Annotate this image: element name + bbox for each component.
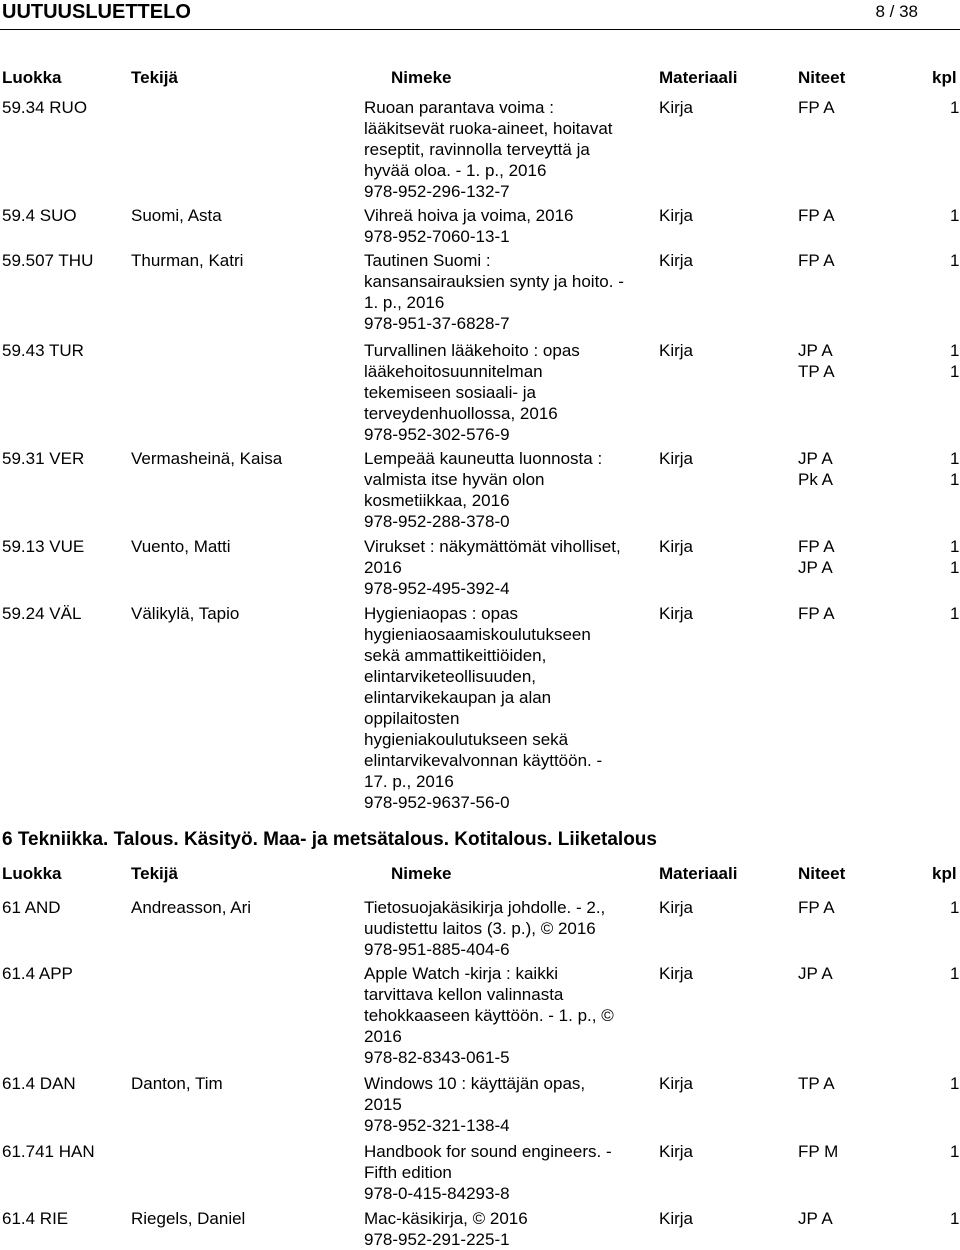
title-line: lääkitsevät ruoka-aineet, hoitavat (364, 119, 613, 138)
title-line: 978-952-321-138-4 (364, 1116, 510, 1135)
column-header-tekija: Tekijä (131, 68, 178, 87)
title-line: kosmetiikkaa, 2016 (364, 491, 510, 510)
count: 1 (950, 341, 960, 360)
copies-location (798, 250, 835, 271)
class-code: 59.43 TUR (2, 341, 84, 360)
title-line: Tautinen Suomi : (364, 251, 491, 270)
class-code: 59.507 THU (2, 251, 94, 270)
copy-count (950, 250, 959, 271)
copy-location: JP A (798, 558, 833, 577)
title-line: tarvittava kellon valinnasta (364, 985, 564, 1004)
title-line: Tietosuojakäsikirja johdolle. - 2., (364, 898, 606, 917)
material: Kirja (659, 251, 694, 270)
column-header-materiaali: Materiaali (659, 68, 738, 87)
copy-count (950, 897, 959, 918)
copy-count (950, 536, 959, 578)
title-line: 978-952-495-392-4 (364, 579, 510, 598)
class-code: 59.31 VER (2, 449, 85, 468)
title-line: Fifth edition (364, 1163, 452, 1182)
copies-location (798, 448, 833, 490)
column-header-luokka: Luokka (2, 68, 62, 87)
copy-count (950, 963, 959, 984)
copy-count (950, 1208, 959, 1229)
title-line: terveydenhuollossa, 2016 (364, 404, 558, 423)
title-block (364, 1141, 654, 1204)
author: Andreasson, Ari (131, 898, 252, 917)
title-line: hygieniaosaamiskoulutukseen (364, 625, 591, 644)
title-line: lääkehoitosuunnitelman (364, 362, 543, 381)
count: 1 (950, 206, 960, 225)
author: Välikylä, Tapio (131, 604, 240, 623)
title-line: Virukset : näkymättömät viholliset, (364, 537, 621, 556)
column-header-nimeke: Nimeke (391, 864, 452, 883)
copies-location (798, 603, 835, 624)
column-header-kpl: kpl (932, 864, 957, 883)
column-header-tekija: Tekijä (131, 864, 178, 883)
column-header-row-2 (0, 862, 960, 886)
title-line: oppilaitosten (364, 709, 460, 728)
class-code: 61.741 HAN (2, 1142, 95, 1161)
title-line: elintarviketeollisuuden, (364, 667, 536, 686)
material: Kirja (659, 1209, 694, 1228)
title-line: hygieniakoulutukseen sekä (364, 730, 569, 749)
column-header-row (0, 66, 960, 90)
copy-count (950, 1141, 959, 1162)
title-line: elintarvikevalvonnan käyttöön. - (364, 751, 603, 770)
count: 1 (950, 98, 960, 117)
column-header-kpl: kpl (932, 68, 957, 87)
copy-location: FP A (798, 604, 835, 623)
title-block (364, 205, 654, 247)
title-line: tehokkaaseen käyttöön. - 1. p., © (364, 1006, 614, 1025)
copies-location (798, 97, 835, 118)
copy-location: Pk A (798, 470, 833, 489)
count: 1 (950, 1209, 960, 1228)
count: 1 (950, 470, 960, 489)
copy-count (950, 205, 959, 226)
title-line: valmista itse hyvän olon (364, 470, 545, 489)
title-line: 978-952-9637-56-0 (364, 793, 510, 812)
title-block (364, 897, 654, 960)
class-code: 59.13 VUE (2, 537, 85, 556)
material: Kirja (659, 898, 694, 917)
copy-count (950, 340, 959, 382)
count: 1 (950, 964, 960, 983)
title-block (364, 340, 654, 445)
material: Kirja (659, 1142, 694, 1161)
column-header-nimeke: Nimeke (391, 68, 452, 87)
header-divider (0, 29, 960, 30)
title-line: 978-952-288-378-0 (364, 512, 510, 531)
title-line: Mac-käsikirja, © 2016 (364, 1209, 528, 1228)
title-block (364, 97, 654, 202)
class-code: 61.4 APP (2, 964, 73, 983)
copies-location (798, 1073, 835, 1094)
count: 1 (950, 449, 960, 468)
copies-location (798, 897, 835, 918)
title-line: 17. p., 2016 (364, 772, 454, 791)
copy-count (950, 1073, 959, 1094)
title-block (364, 1073, 654, 1136)
title-block (364, 603, 654, 813)
title-line: Turvallinen lääkehoito : opas (364, 341, 580, 360)
title-line: sekä ammattikeittiöiden, (364, 646, 547, 665)
material: Kirja (659, 206, 694, 225)
title-line: Lempeää kauneutta luonnosta : (364, 449, 603, 468)
column-header-materiaali: Materiaali (659, 864, 738, 883)
title-line: 978-952-302-576-9 (364, 425, 510, 444)
title-line: uudistettu laitos (3. p.), © 2016 (364, 919, 596, 938)
count: 1 (950, 1142, 960, 1161)
title-line: hyvää oloa. - 1. p., 2016 (364, 161, 547, 180)
title-block (364, 963, 654, 1068)
title-line: tekemiseen sosiaali- ja (364, 383, 536, 402)
count: 1 (950, 362, 960, 381)
copy-location: FP A (798, 206, 835, 225)
title-line: 978-951-885-404-6 (364, 940, 510, 959)
title-line: 1. p., 2016 (364, 293, 445, 312)
column-header-niteet: Niteet (798, 864, 846, 883)
title-line: Hygieniaopas : opas (364, 604, 519, 623)
title-line: kansansairauksien synty ja hoito. - (364, 272, 624, 291)
copy-location: FP A (798, 251, 835, 270)
copy-location: FP M (798, 1142, 839, 1161)
author: Riegels, Daniel (131, 1209, 246, 1228)
title-block (364, 448, 654, 532)
title-line: elintarvikekaupan ja alan (364, 688, 552, 707)
copy-count (950, 448, 959, 490)
title-line: 978-952-7060-13-1 (364, 227, 510, 246)
copies-location (798, 536, 835, 578)
title-line: 978-0-415-84293-8 (364, 1184, 510, 1203)
title-block (364, 1208, 654, 1250)
class-code: 61 AND (2, 898, 61, 917)
material: Kirja (659, 964, 694, 983)
title-block (364, 250, 654, 334)
material: Kirja (659, 537, 694, 556)
copies-location (798, 340, 835, 382)
count: 1 (950, 604, 960, 623)
copies-location (798, 1208, 833, 1229)
title-line: 2015 (364, 1095, 402, 1114)
material: Kirja (659, 1074, 694, 1093)
class-code: 59.34 RUO (2, 98, 88, 117)
material: Kirja (659, 98, 694, 117)
copy-location: JP A (798, 341, 833, 360)
copy-count (950, 603, 959, 624)
copies-location (798, 205, 835, 226)
author: Vuento, Matti (131, 537, 231, 556)
title-line: 978-951-37-6828-7 (364, 314, 510, 333)
copy-location: FP A (798, 98, 835, 117)
copy-count (950, 97, 959, 118)
author: Vermasheinä, Kaisa (131, 449, 283, 468)
page-number: 8 / 38 (875, 2, 918, 21)
title-block (364, 536, 654, 599)
author: Danton, Tim (131, 1074, 223, 1093)
copy-location: JP A (798, 1209, 833, 1228)
author: Thurman, Katri (131, 251, 244, 270)
copies-location (798, 1141, 838, 1162)
copy-location: TP A (798, 1074, 835, 1093)
copy-location: JP A (798, 449, 833, 468)
count: 1 (950, 1074, 960, 1093)
title-line: 2016 (364, 1027, 402, 1046)
copy-location: FP A (798, 898, 835, 917)
material: Kirja (659, 604, 694, 623)
class-code: 61.4 DAN (2, 1074, 76, 1093)
column-header-luokka: Luokka (2, 864, 62, 883)
title-line: 978-952-296-132-7 (364, 182, 510, 201)
title-line: Ruoan parantava voima : (364, 98, 554, 117)
count: 1 (950, 251, 960, 270)
title-line: 978-952-291-225-1 (364, 1230, 510, 1249)
title-line: 978-82-8343-061-5 (364, 1048, 510, 1067)
count: 1 (950, 537, 960, 556)
title-line: Vihreä hoiva ja voima, 2016 (364, 206, 574, 225)
count: 1 (950, 558, 960, 577)
material: Kirja (659, 449, 694, 468)
title-line: reseptit, ravinnolla terveyttä ja (364, 140, 590, 159)
title-line: Windows 10 : käyttäjän opas, (364, 1074, 586, 1093)
copy-location: FP A (798, 537, 835, 556)
page-header-title: UUTUUSLUETTELO (2, 1, 191, 23)
class-code: 59.24 VÄL (2, 604, 82, 623)
section-title: 6 Tekniikka. Talous. Käsityö. Maa- ja metsätalous. Kotitalous. Liiketalous (2, 829, 657, 850)
count: 1 (950, 898, 960, 917)
title-line: Apple Watch -kirja : kaikki (364, 964, 558, 983)
author: Suomi, Asta (131, 206, 222, 225)
copy-location: TP A (798, 362, 835, 381)
title-line: 2016 (364, 558, 402, 577)
copy-location: JP A (798, 964, 833, 983)
material: Kirja (659, 341, 694, 360)
column-header-niteet: Niteet (798, 68, 846, 87)
class-code: 59.4 SUO (2, 206, 77, 225)
title-line: Handbook for sound engineers. - (364, 1142, 612, 1161)
copies-location (798, 963, 833, 984)
class-code: 61.4 RIE (2, 1209, 69, 1228)
